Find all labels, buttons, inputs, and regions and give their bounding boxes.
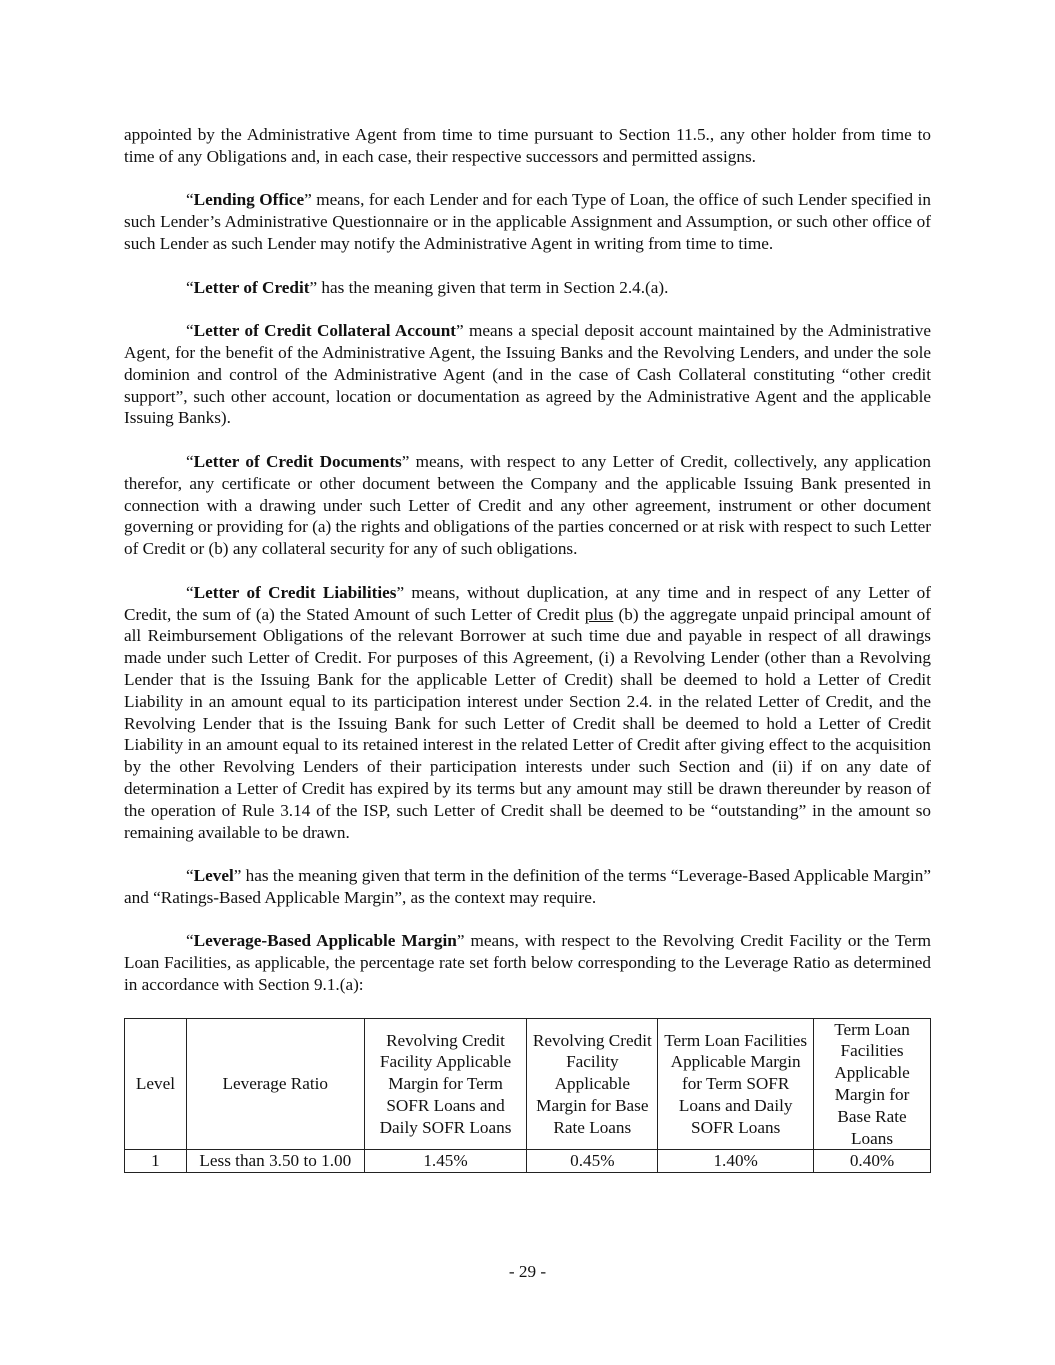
definition-text: ” means, with respect to any Letter of Credit, collectively, any application therefor, any certificate or other document between the Company and the applicable Issuing Bank presented in connection with a drawing under such Letter of Credit and any other agreement, instrument or other document governing or providing for (a) the rights and obligations of the parties concerned or at risk with respect to such Letter of Credit or (b) any collateral security for any of such obligations. [124,451,931,559]
defined-term: Letter of Credit Liabilities [193,582,397,602]
definition-text: ” means a special deposit account maintained by the Administrative Agent, for the benefit of the Administrative Agent, the Issuing Banks and the Revolving Lenders, and under the sole dominion and control of the Administrative Agent (and in the case of Cash Collateral constituting “other credit support”, such other account, location or documentation as agreed by the Administrative Agent and the applicable Issuing Banks). [124,321,931,428]
cell-level: 1 [125,1150,187,1173]
applicable-margin-table [124,1018,931,1174]
definition-text: ” means, with respect to the Revolving Credit Facility or the Term Loan Facilities, as applicable, the percentage rate set forth below corresponding to the Leverage Ratio as determined in accordance with Section 9.1.(a): [124,931,931,995]
open-quote: “ [186,277,194,297]
page-number: - 29 - [508,1262,547,1281]
header-level: Level [125,1018,187,1150]
open-quote: “ [186,931,194,951]
header-rcf-sofr-margin: Revolving Credit Facility Applicable Margin for Term SOFR Loans and Daily SOFR Loans [364,1018,527,1150]
definition-text: ” has the meaning given that term in Section 2.4.(a). [309,277,669,297]
defined-term: Letter of Credit [193,277,310,297]
cell-term-sofr-margin: 1.40% [658,1150,814,1173]
open-quote: “ [186,451,194,471]
definition-lending-office [124,189,931,254]
cell-leverage-ratio: Less than 3.50 to 1.00 [186,1150,364,1173]
definition-lc-documents [124,451,931,560]
open-quote: “ [186,190,194,210]
definition-lc-collateral-account [124,320,931,429]
table-row [125,1150,931,1173]
header-term-base-rate-margin: Term Loan Facilities Applicable Margin for Base Rate Loans [814,1018,931,1150]
cell-term-base-rate-margin: 0.40% [814,1150,931,1173]
document-page [124,124,931,1173]
defined-term: Level [193,866,234,886]
header-term-sofr-margin: Term Loan Facilities Applicable Margin for Term SOFR Loans and Daily SOFR Loans [658,1018,814,1150]
definition-text: ” means, for each Lender and for each Type of Loan, the office of such Lender specified in such Lender’s Administrative Questionnaire or in the applicable Assignment and Assumption, or such other office of such Lender as such Lender may notify the Administrative Agent in writing from time to time. [124,190,931,253]
definition-text: ” means, without duplication, at any time and in respect of any Letter of Credit, the sum of (a) the Stated Amount of such Letter of Credit [124,582,931,624]
open-quote: “ [186,582,194,602]
cell-rcf-base-rate-margin: 0.45% [527,1150,658,1173]
open-quote: “ [186,866,194,886]
definition-lc-liabilities [124,582,931,844]
cell-rcf-sofr-margin: 1.45% [364,1150,527,1173]
definition-level [124,865,931,909]
open-quote: “ [186,321,194,341]
definition-leverage-based-margin [124,930,931,995]
defined-term: Letter of Credit Documents [193,451,402,471]
defined-term: Leverage-Based Applicable Margin [193,931,457,951]
paragraph-continuation: appointed by the Administrative Agent from time to time pursuant to Section 11.5., any other holder from time to time of any Obligations and, in each case, their respective successors and permitted assigns. [124,125,931,166]
definition-text-continued: (b) the aggregate unpaid principal amount of all Reimbursement Obligations of the relevant Borrower at such time due and payable in respect of all drawings made under such Letter of Credit. For purposes of this Agreement, (i) a Revolving Lender (other than a Revolving Lender that is the Issuing Bank for the applicable Letter of Credit) shall be deemed to hold a Letter of Credit Liability in an amount equal to its participation interest under Section 2.4. in the related Letter of Credit, and the Revolving Lender that is the Issuing Bank for such Letter of Credit shall be deemed to hold a Letter of Credit Liability in an amount equal to its retained interest in the related Letter of Credit after giving effect to the acquisition by the other Revolving Lenders of their participation interests under such Section and (ii) if on any date of determination a Letter of Credit has expired by its terms but any amount may still be drawn thereunder by reason of the operation of Rule 3.14 of the ISP, such Letter of Credit shall be deemed to be “outstanding” in the amount so remaining available to be drawn. [124,604,931,842]
table-header-row [125,1018,931,1150]
header-rcf-base-rate-margin: Revolving Credit Facility Applicable Margin for Base Rate Loans [527,1018,658,1150]
underlined-word: plus [584,604,614,624]
defined-term: Letter of Credit Collateral Account [193,321,456,341]
header-leverage-ratio: Leverage Ratio [186,1018,364,1150]
definition-text: ” has the meaning given that term in the definition of the terms “Leverage-Based Applicable Margin” and “Ratings-Based Applicable Margin”, as the context may require. [124,866,931,907]
definition-letter-of-credit [124,277,931,299]
defined-term: Lending Office [193,190,305,210]
